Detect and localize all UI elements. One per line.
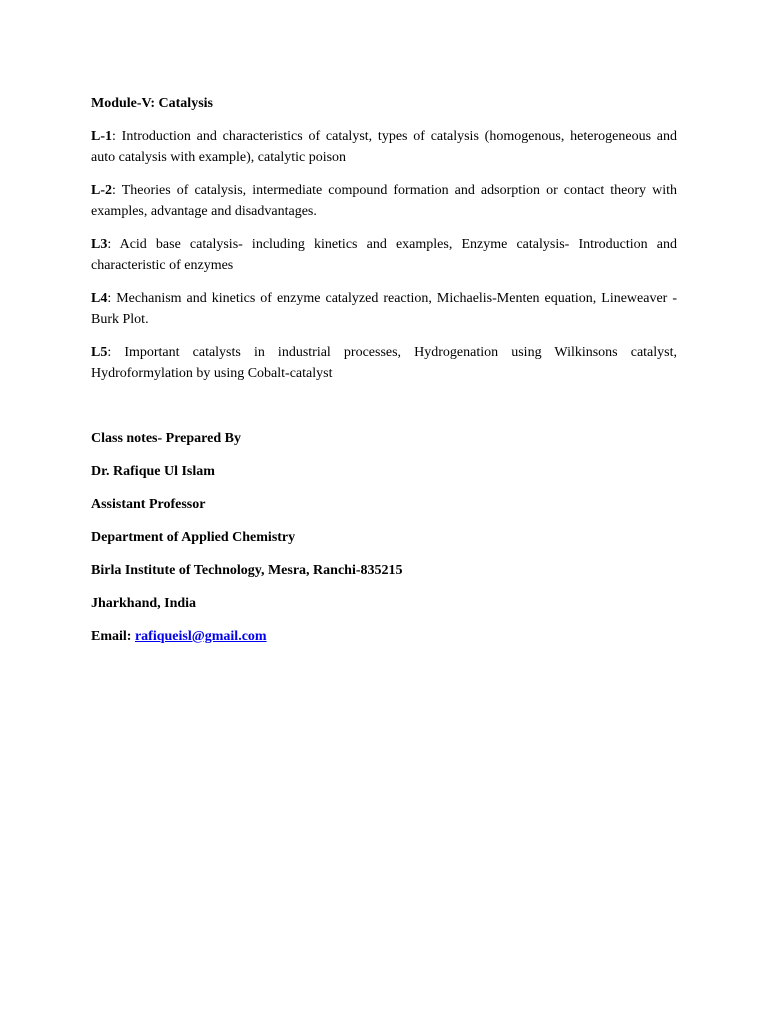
section-spacer bbox=[91, 396, 677, 428]
lecture-item bbox=[91, 126, 677, 168]
lecture-text: : Introduction and characteristics of catalyst, types of catalysis (homogenous, heterogeneous and auto catalysis with example), catalytic poison bbox=[91, 129, 677, 165]
lecture-text: : Theories of catalysis, intermediate compound formation and adsorption or contact theory with examples, advantage and disadvantages. bbox=[91, 183, 677, 219]
lecture-id: L4 bbox=[91, 291, 108, 306]
lecture-id: L3 bbox=[91, 237, 108, 252]
author-institute: Birla Institute of Technology, Mesra, Ranchi-835215 bbox=[91, 563, 403, 578]
lecture-text: : Acid base catalysis- including kinetics and examples, Enzyme catalysis- Introduction and characteristic of enzymes bbox=[91, 237, 677, 273]
lecture-text: : Mechanism and kinetics of enzyme catalyzed reaction, Michaelis-Menten equation, Lineweaver - Burk Plot. bbox=[91, 291, 677, 327]
author-location: Jharkhand, India bbox=[91, 596, 197, 611]
lecture-item bbox=[91, 234, 677, 276]
lecture-item bbox=[91, 288, 677, 330]
lecture-id: L-1 bbox=[91, 129, 112, 144]
author-email-line bbox=[91, 626, 677, 647]
lecture-item bbox=[91, 180, 677, 222]
lecture-text: : Important catalysts in industrial processes, Hydrogenation using Wilkinsons catalyst, Hydroformylation by using Cobalt-catalyst bbox=[91, 345, 677, 381]
author-position: Assistant Professor bbox=[91, 497, 206, 512]
email-link[interactable]: rafiqueisl@gmail.com bbox=[134, 629, 267, 644]
author-department: Department of Applied Chemistry bbox=[91, 530, 296, 545]
author-name: Dr. Rafique Ul Islam bbox=[91, 464, 215, 479]
email-label: Email: bbox=[91, 629, 135, 644]
lecture-id: L-2 bbox=[91, 183, 112, 198]
lecture-item bbox=[91, 342, 677, 384]
module-title: Module-V: Catalysis bbox=[91, 96, 213, 111]
document-content bbox=[91, 93, 677, 659]
credits-heading: Class notes- Prepared By bbox=[91, 431, 241, 446]
lecture-id: L5 bbox=[91, 345, 108, 360]
